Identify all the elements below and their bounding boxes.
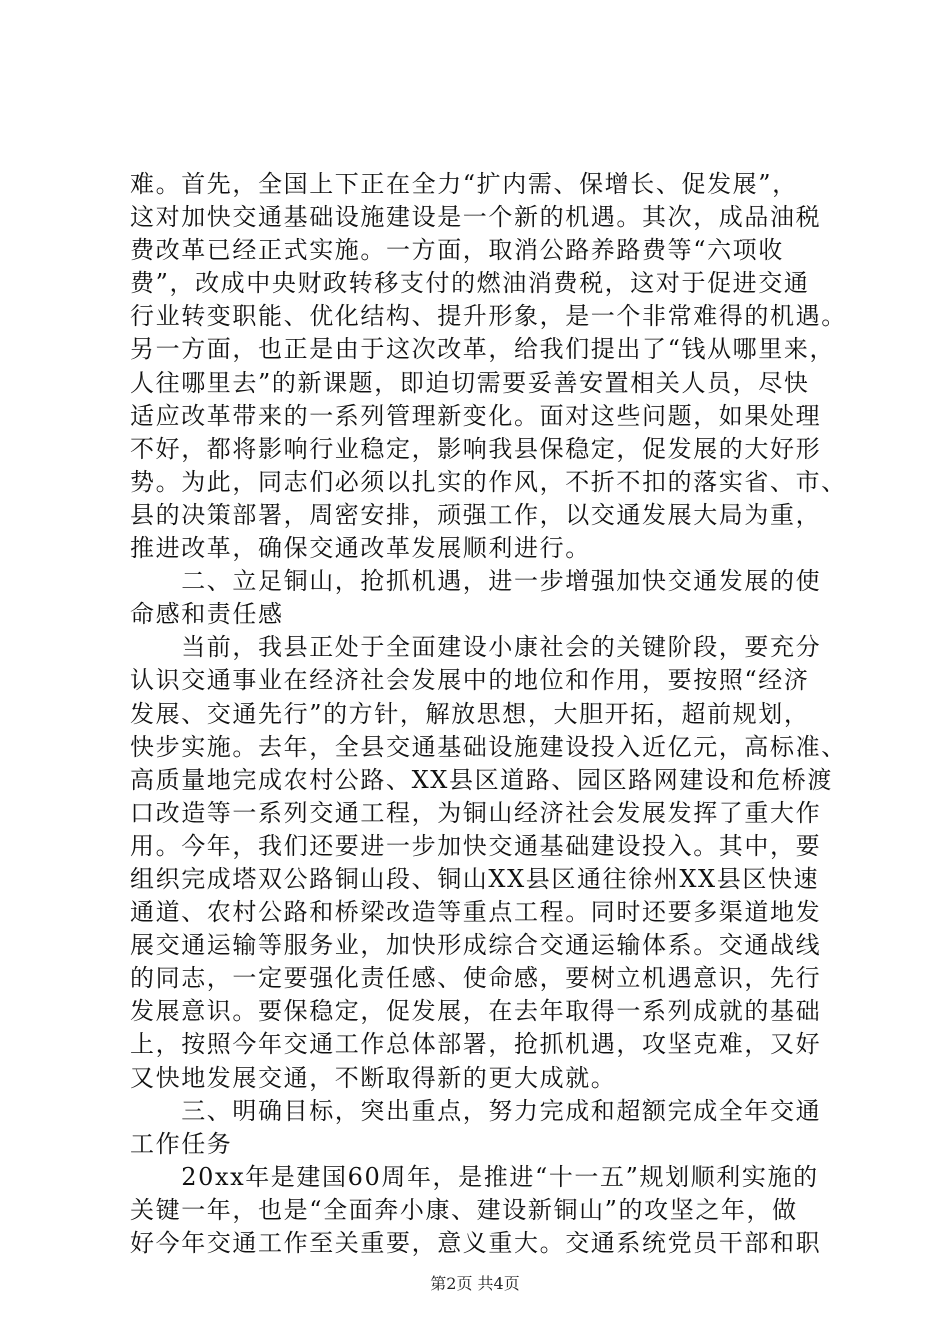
text-line: 口改造等一系列交通工程，为铜山经济社会发展发挥了重大作	[130, 798, 822, 827]
text-line: 又快地发展交通，不断取得新的更大成就。	[130, 1063, 617, 1092]
text-line: 高质量地完成农村公路、XX县区道路、园区路网建设和危桥渡	[130, 765, 833, 794]
body-text	[130, 168, 847, 1260]
text-line: 县的决策部署，周密安排，顽强工作，以交通发展大局为重，	[130, 500, 822, 529]
text-line: 适应改革带来的一系列管理新变化。面对这些问题，如果处理	[130, 401, 822, 430]
text-line: 通道、农村公路和桥梁改造等重点工程。同时还要多渠道地发	[130, 898, 822, 927]
text-line: 关键一年，也是“全面奔小康、建设新铜山”的攻坚之年，做	[130, 1195, 798, 1224]
text-line: 不好，都将影响行业稳定，影响我县保稳定，促发展的大好形	[130, 434, 822, 463]
text-line: 费”，改成中央财政转移支付的燃油消费税，这对于促进交通	[130, 269, 810, 298]
text-line: 用。今年，我们还要进一步加快交通基础建设投入。其中，要	[130, 831, 822, 860]
section-heading: 二、立足铜山，抢抓机遇，进一步增强加快交通发展的使	[130, 567, 822, 596]
text-line: 这对加快交通基础设施建设是一个新的机遇。其次，成品油税	[130, 203, 822, 232]
text-line: 势。为此，同志们必须以扎实的作风，不折不扣的落实省、市、	[130, 467, 847, 496]
text-line: 上，按照今年交通工作总体部署，抢抓机遇，攻坚克难，又好	[130, 1030, 822, 1059]
text-line: 组织完成塔双公路铜山段、铜山XX县区通往徐州XX县区快速	[130, 864, 820, 893]
text-line: 难。首先，全国上下正在全力“扩内需、保增长、促发展”，	[130, 170, 798, 198]
text-line: 人往哪里去”的新课题，即迫切需要妥善安置相关人员，尽快	[130, 368, 810, 397]
text-line: 20xx年是建国60周年，是推进“十一五”规划顺利实施的	[130, 1162, 819, 1191]
text-line: 行业转变职能、优化结构、提升形象，是一个非常难得的机遇。	[130, 302, 847, 331]
text-line: 展交通运输等服务业，加快形成综合交通运输体系。交通战线	[130, 931, 822, 960]
section-heading: 三、明确目标，突出重点，努力完成和超额完成全年交通	[130, 1096, 822, 1125]
text-line: 认识交通事业在经济社会发展中的地位和作用，要按照“经济	[130, 666, 810, 695]
text-line: 的同志，一定要强化责任感、使命感，要树立机遇意识，先行	[130, 964, 822, 993]
text-line: 推进改革，确保交通改革发展顺利进行。	[130, 534, 591, 563]
page-number-footer: 第2页 共4页	[430, 1274, 520, 1293]
text-line: 好今年交通工作至关重要，意义重大。交通系统党员干部和职	[130, 1229, 822, 1257]
section-heading: 工作任务	[130, 1129, 233, 1158]
text-line: 发展意识。要保稳定，促发展，在去年取得一系列成就的基础	[130, 997, 822, 1026]
section-heading: 命感和责任感	[130, 600, 284, 629]
text-line: 当前，我县正处于全面建设小康社会的关键阶段，要充分	[130, 633, 822, 662]
text-line: 费改革已经正式实施。一方面，取消公路养路费等“六项收	[130, 236, 784, 265]
text-line: 快步实施。去年，全县交通基础设施建设投入近亿元，高标准、	[130, 732, 847, 761]
text-line: 另一方面，也正是由于这次改革，给我们提出了“钱从哪里来，	[130, 335, 836, 364]
text-line: 发展、交通先行”的方针，解放思想，大胆开拓，超前规划，	[130, 699, 810, 728]
